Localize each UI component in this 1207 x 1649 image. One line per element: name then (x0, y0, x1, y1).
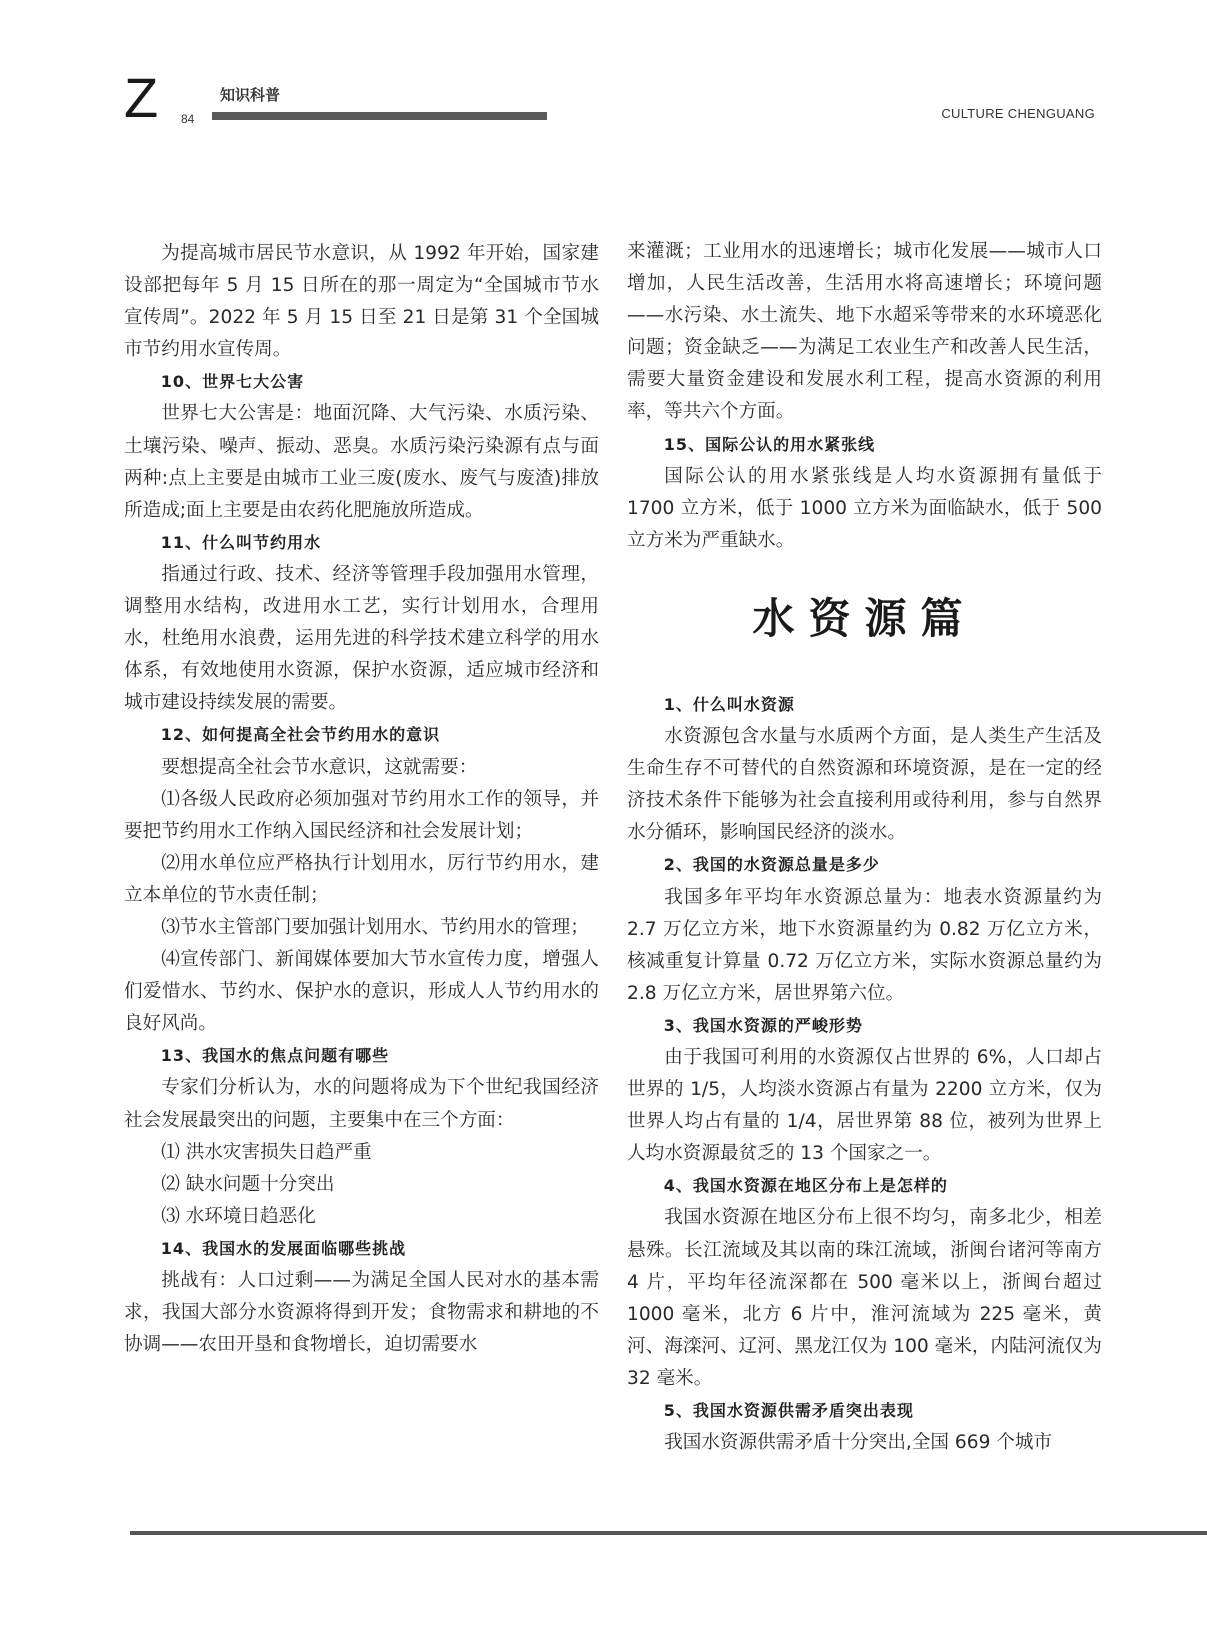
paragraph: 指通过行政、技术、经济等管理手段加强用水管理，调整用水结构，改进用水工艺，实行计划用水，合理用水，杜绝用水浪费，运用先进的科学技术建立科学的用水体系，有效地使用水资源，保护水资源，适应城市经济和城市建设持续发展的需要。 (124, 563, 599, 714)
section-heading: 15、国际公认的用水紧张线 (663, 434, 876, 454)
list-item: ⑷宣传部门、新闻媒体要加大节水宣传力度，增强人们爱惜水、节约水、保护水的意识，形成人人节约用水的良好风尚。 (124, 949, 599, 1035)
list-item: ⑴ 洪水灾害损失日趋严重 (161, 1141, 372, 1163)
paragraph: 专家们分析认为，水的问题将成为下个世纪我国经济社会发展最突出的问题，主要集中在三个方面： (124, 1077, 599, 1131)
left-column (124, 238, 599, 1361)
intro-paragraph: 为提高城市居民节水意识，从 1992 年开始，国家建设部把每年 5 月 15 日所在的那一周定为“全国城市节水宣传周”。2022 年 5 月 15 日至 21 日是第 31 个全国城市节约用水宣传周。 (124, 243, 599, 361)
section-heading: 12、如何提高全社会节约用水的意识 (160, 725, 441, 745)
section-heading: 5、我国水资源供需矛盾突出表现 (663, 1401, 914, 1420)
paragraph: 我国水资源在地区分布上很不均匀，南多北少，相差悬殊。长江流域及其以南的珠江流域，浙闽台诸河等南方 4 片，平均年径流深都在 500 毫米以上，浙闽台超过 1000 毫米，北方 6 片中，淮河流域为 225 毫米，黄河、海滦河、辽河、黑龙江仅为 100 毫米，内陆河流仅为 32 毫米。 (627, 1207, 1102, 1389)
page-number: 84 (181, 112, 195, 126)
list-item: ⑵用水单位应严格执行计划用水，厉行节约用水，建立本单位的节水责任制； (124, 852, 599, 906)
paragraph: 挑战有：人口过剩——为满足全国人民对水的基本需求，我国大部分水资源将得到开发；食物需求和耕地的不协调——农田开垦和食物增长，迫切需要水 (124, 1270, 599, 1356)
right-column (627, 236, 1102, 1459)
paragraph: 我国多年平均年水资源总量为：地表水资源量约为 2.7 万亿立方米，地下水资源量约为 0.82 万亿立方米，核减重复计算量 0.72 万亿立方米，实际水资源总量约为 2.8 万亿立方米，居世界第六位。 (627, 886, 1102, 1004)
paragraph: 世界七大公害是：地面沉降、大气污染、水质污染、土壤污染、噪声、振动、恶臭。水质污染污染源有点与面两种:点上主要是由城市工业三废(废水、废气与废渣)排放所造成;面上主要是由农药化肥施放所造成。 (124, 403, 599, 521)
section-heading: 3、我国水资源的严峻形势 (663, 1015, 863, 1035)
section-heading: 2、我国的水资源总量是多少 (663, 855, 880, 875)
paragraph: 由于我国可利用的水资源仅占世界的 6%，人口却占世界的 1/5，人均淡水资源占有量为 2200 立方米，仅为世界人均占有量的 1/4，居世界第 88 位，被列为世界上人均水资源最贫乏的 13 个国家之一。 (627, 1046, 1102, 1165)
chapter-title: 水资源篇 (752, 593, 977, 643)
section-heading: 13、我国水的焦点问题有哪些 (160, 1046, 390, 1066)
magazine-name: CULTURE CHENGUANG (941, 106, 1095, 121)
section-heading: 4、我国水资源在地区分布上是怎样的 (663, 1176, 948, 1196)
header-bar (212, 112, 547, 120)
header-letter: Z (124, 66, 159, 129)
paragraph: 水资源包含水量与水质两个方面，是人类生产生活及生命生存不可替代的自然资源和环境资源，是在一定的经济技术条件下能够为社会直接利用或待利用，参与自然界水分循环，影响国民经济的淡水。 (627, 726, 1102, 844)
paragraph: 国际公认的用水紧张线是人均水资源拥有量低于 1700 立方米，低于 1000 立方米为面临缺水，低于 500 立方米为严重缺水。 (627, 465, 1102, 551)
paragraph: 我国水资源供需矛盾十分突出,全国 669 个城市 (664, 1432, 1053, 1454)
section-heading: 1、什么叫水资源 (663, 694, 795, 714)
list-item: ⑶ 水环境日趋恶化 (161, 1205, 316, 1227)
paragraph-continued: 来灌溉；工业用水的迅速增长；城市化发展——城市人口增加，人民生活改善，生活用水将高速增长；环境问题——水污染、水土流失、地下水超采等带来的水环境恶化问题；资金缺乏——为满足工农业生产和改善人民生活，需要大量资金建设和发展水利工程，提高水资源的利用率，等共六个方面。 (627, 241, 1102, 423)
footer-rule (130, 1531, 1207, 1535)
list-item: ⑵ 缺水问题十分突出 (161, 1173, 335, 1195)
list-item: ⑴各级人民政府必须加强对节约用水工作的领导，并要把节约用水工作纳入国民经济和社会发展计划； (124, 788, 599, 842)
header-section-title: 知识科普 (220, 86, 281, 104)
section-heading: 11、什么叫节约用水 (160, 532, 322, 552)
section-heading: 14、我国水的发展面临哪些挑战 (160, 1238, 407, 1258)
section-heading: 10、世界七大公害 (160, 372, 305, 392)
list-item: ⑶节水主管部门要加强计划用水、节约用水的管理； (161, 916, 589, 938)
paragraph: 要想提高全社会节水意识，这就需要： (161, 756, 478, 778)
